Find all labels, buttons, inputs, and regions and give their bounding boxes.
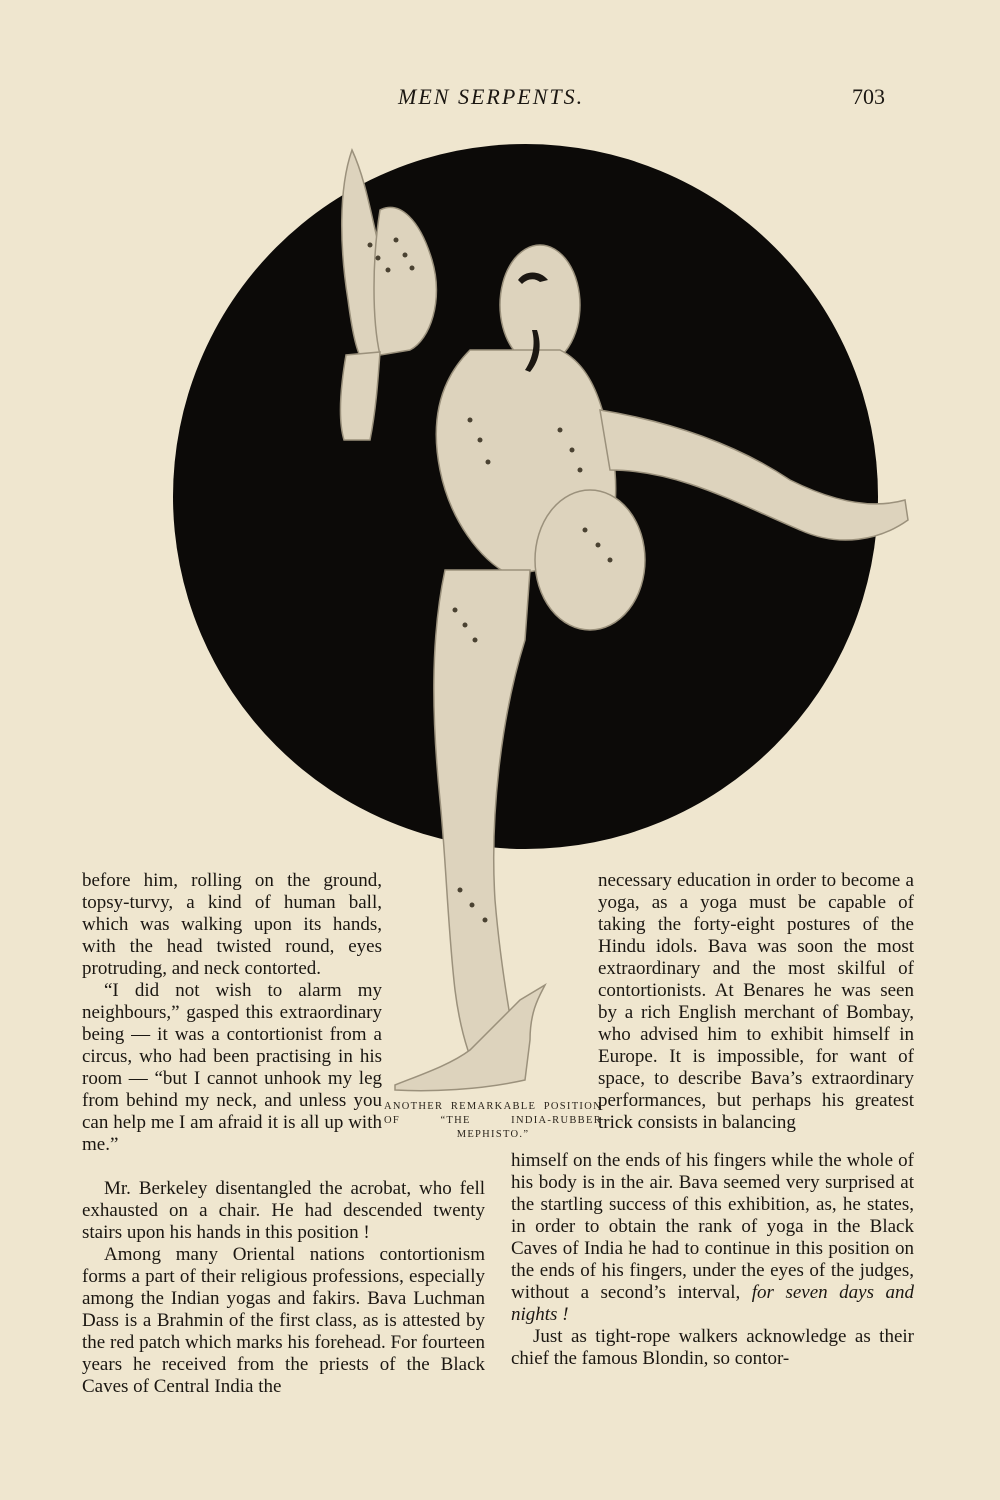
paragraph: before him, rolling on the ground, topsy-turvy, a kind of human ball, which was walking upon its hands, with the head twisted round, eyes protruding, and neck contorted. xyxy=(82,870,382,979)
right-column-narrow xyxy=(598,870,914,1134)
italic-emphasis: for seven days and nights ! xyxy=(511,1282,914,1325)
page-number: 703 xyxy=(852,84,885,109)
left-column-narrow xyxy=(82,870,382,1156)
left-column-wide xyxy=(82,1178,485,1398)
paragraph: Just as tight-rope walkers acknowledge as their chief the famous Blondin, so contor- xyxy=(511,1326,914,1369)
paragraph xyxy=(511,1150,914,1326)
paragraph: “I did not wish to alarm my neighbours,” gasped this extraordinary being — it was a contortionist from a circus, who had been practising in his room — “but I cannot unhook my leg from behind my neck, and unless you can help me I am afraid it is all up with me.” xyxy=(82,980,382,1155)
paragraph: necessary education in order to become a yoga, as a yoga must be capable of taking the forty-eight postures of the Hindu idols. Bava was soon the most extraordinary and the most skilful of contortionists. At Benares he was seen by a rich English merchant of Bombay, who advised him to exhibit himself in Europe. It is impossible, for want of space, to describe Bava’s extraordinary performances, but perhaps his greatest trick consists in balancing xyxy=(598,870,914,1133)
paragraph: Mr. Berkeley disentangled the acrobat, who fell exhausted on a chair. He had descended twenty stairs upon his hands in this position ! xyxy=(82,1178,485,1243)
figure-caption: ANOTHER REMARKABLE POSITION OF “THE INDIA-RUBBER MEPHISTO.” xyxy=(384,1101,602,1140)
right-column-wide xyxy=(511,1150,914,1370)
running-title: MEN SERPENTS. xyxy=(398,84,585,109)
paragraph-text: himself on the ends of his fingers while the whole of his body is in the air. Bava seemed very surprised at the startling success of this exhibition, as, he states, in order to obtain the rank of yoga in the Black Caves of India he had to continue in this position on the ends of his fingers, under the eyes of the judges, without a second’s interval, xyxy=(511,1150,914,1303)
paragraph: Among many Oriental nations contortionism forms a part of their religious professions, especially among the Indian yogas and fakirs. Bava Luchman Dass is a Brahmin of the first class, as is attested by the red patch which marks his forehead. For fourteen years he received from the priests of the Black Caves of Central India the xyxy=(82,1244,485,1397)
